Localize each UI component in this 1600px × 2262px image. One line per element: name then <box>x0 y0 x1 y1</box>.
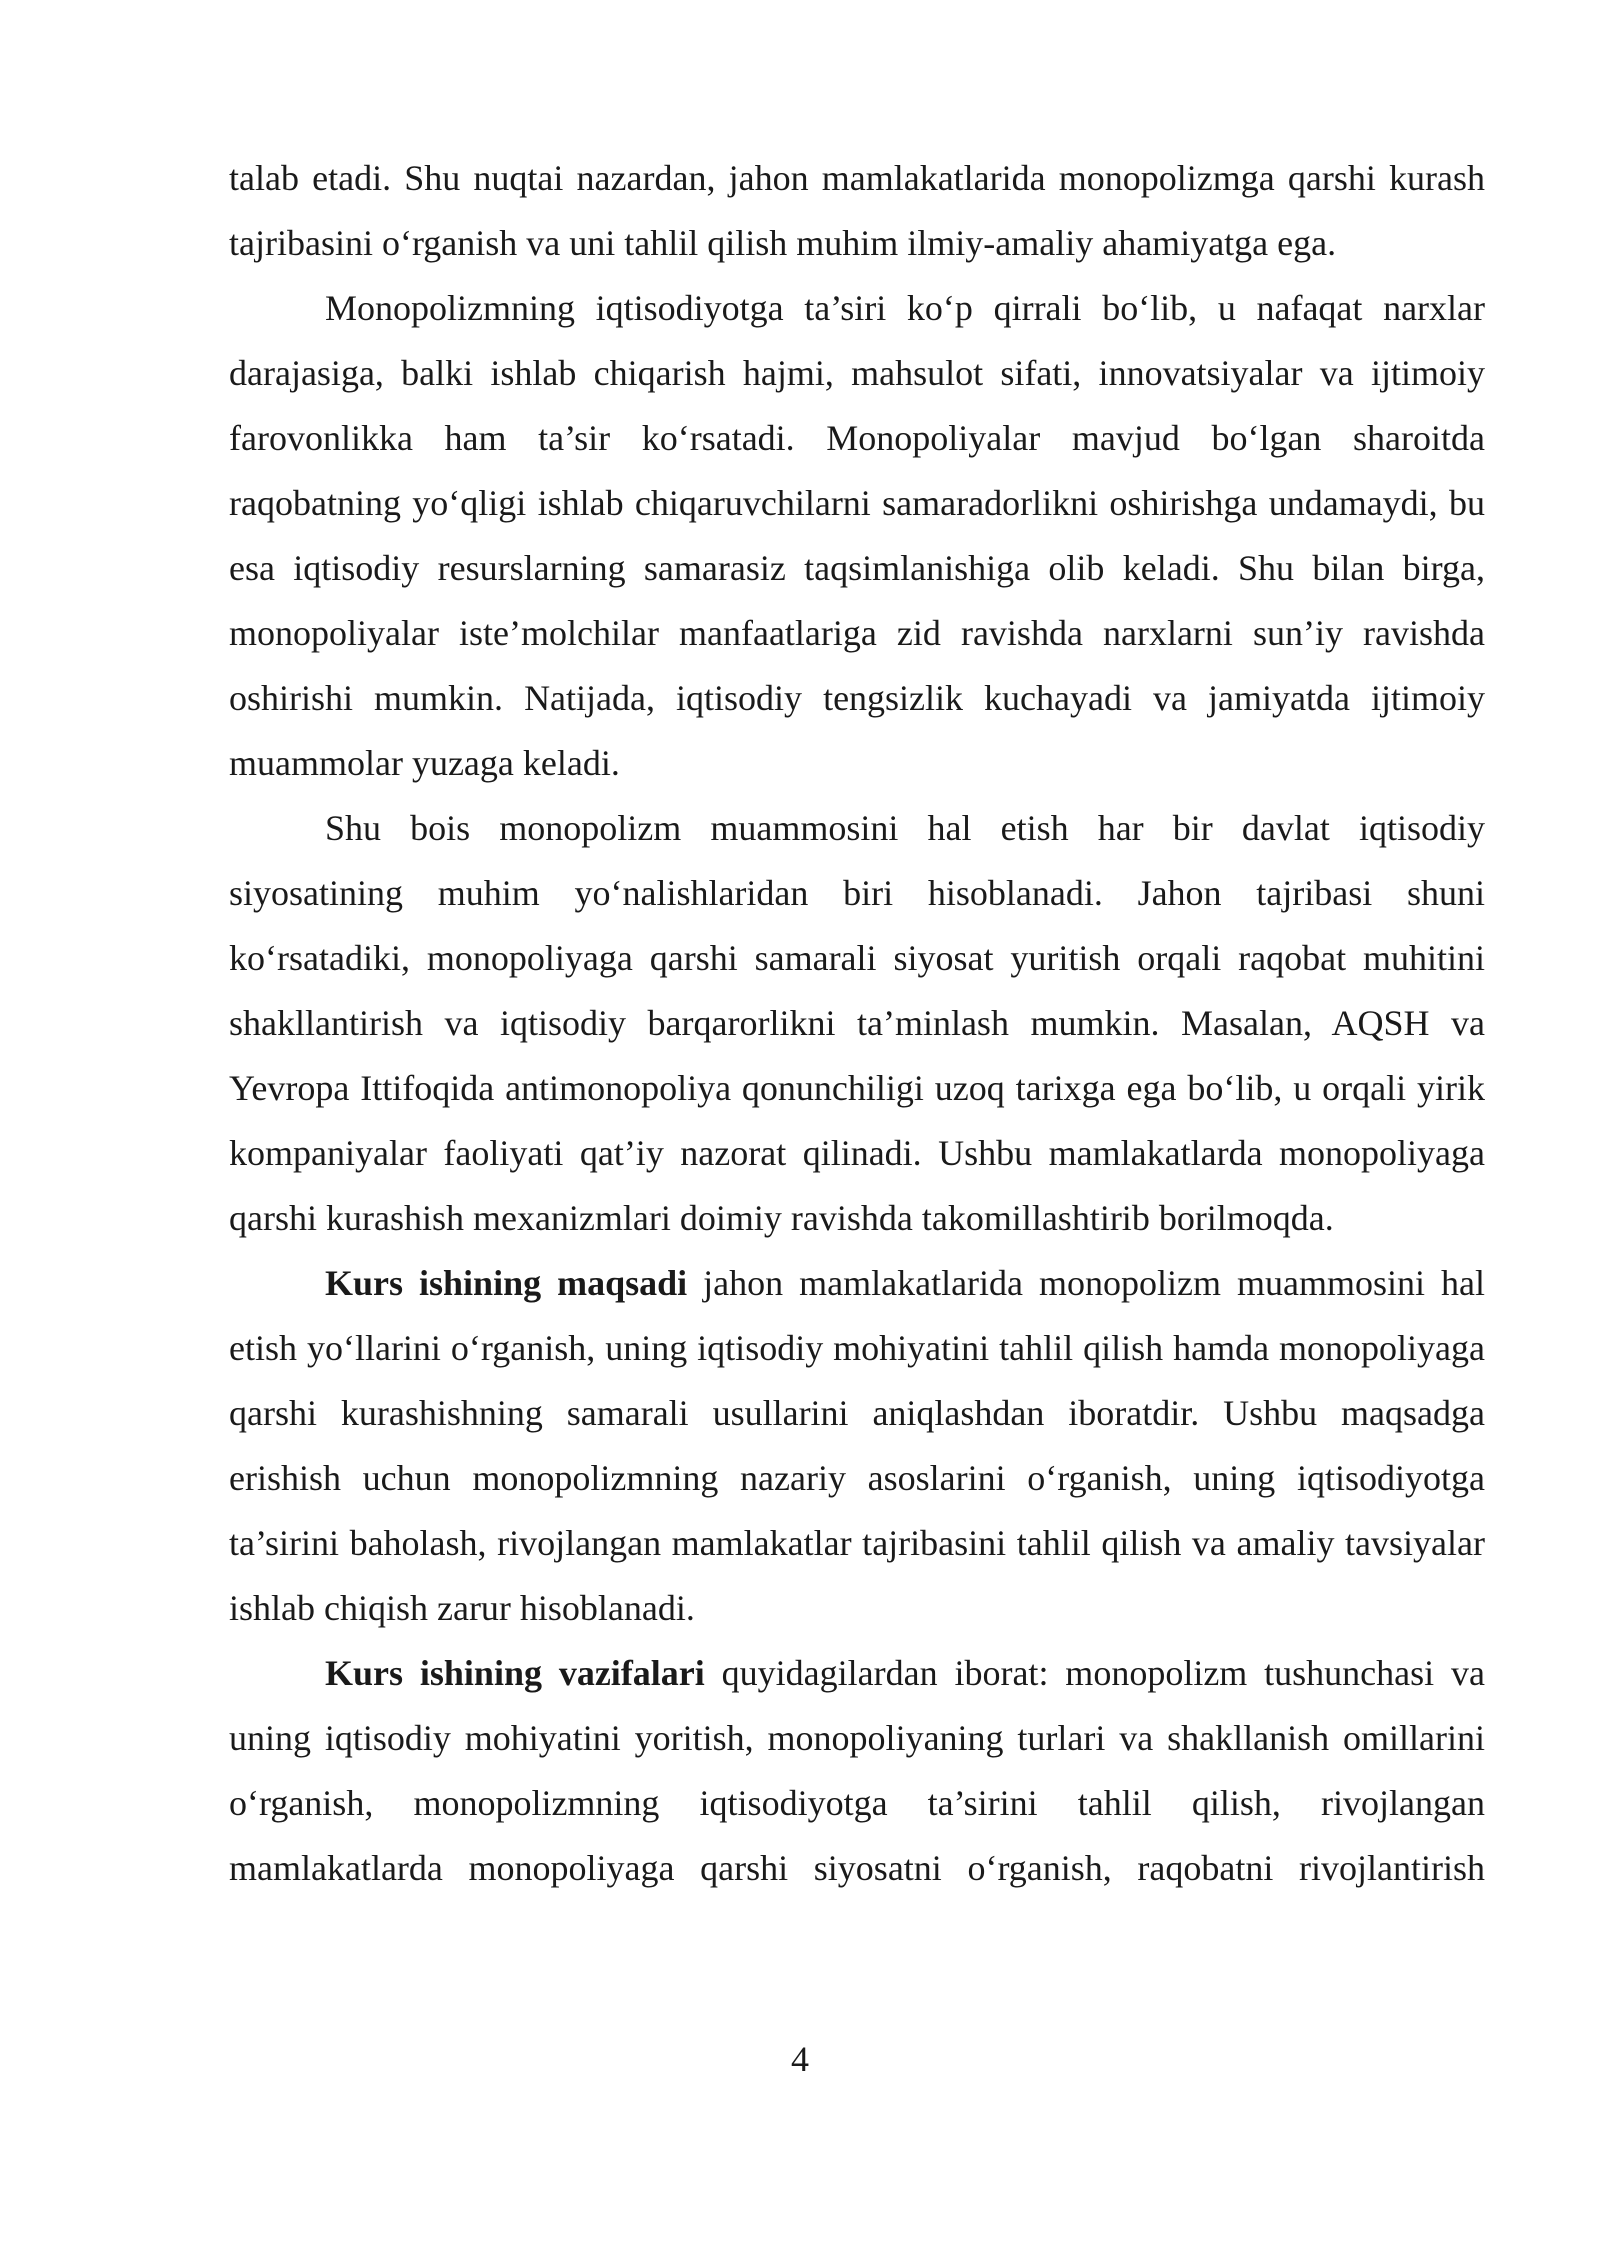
body-text <box>229 146 1485 1901</box>
paragraph-text: Shu bois monopolizm muammosini hal etish har bir davlat iqtisodiy siyosatining muhim yo‘nalishlaridan biri hisoblanadi. Jahon tajribasi shuni ko‘rsatadiki, monopoliyaga qarshi samarali siyosat yuritish orqali raqobat muhitini shakllantirish va iqtisodiy barqarorlikni ta’minlash mumkin. Masalan, AQSH va Yevropa Ittifoqida antimonopoliya qonunchiligi uzoq tarixga ega bo‘lib, u orqali yirik kompaniyalar faoliyati qat’iy nazorat qilinadi. Ushbu mamlakatlarda monopoliyaga qarshi kurashish mexanizmlari doimiy ravishda takomillashtirib borilmoqda. <box>229 808 1485 1238</box>
paragraph-policy <box>229 796 1485 1251</box>
page-number: 4 <box>791 2039 809 2079</box>
paragraph-tasks <box>229 1641 1485 1901</box>
paragraph-text: jahon mamlakatlarida monopolizm muammosini hal etish yo‘llarini o‘rganish, uning iqtisodiy mohiyatini tahlil qilish hamda monopoliyaga qarshi kurashishning samarali usullarini aniqlashdan iboratdir. Ushbu maqsadga erishish uchun monopolizmning nazariy asoslarini o‘rganish, uning iqtisodiyotga ta’sirini baholash, rivojlangan mamlakatlar tajribasini tahlil qilish va amaliy tavsiyalar ishlab chiqish zarur hisoblanadi. <box>229 1263 1485 1628</box>
tasks-heading: Kurs ishining vazifalari <box>325 1653 705 1693</box>
paragraph-continuation <box>229 146 1485 276</box>
paragraph-goal <box>229 1251 1485 1641</box>
paragraph-text: Monopolizmning iqtisodiyotga ta’siri ko‘p qirrali bo‘lib, u nafaqat narxlar darajasiga, balki ishlab chiqarish hajmi, mahsulot sifati, innovatsiyalar va ijtimoiy farovonlikka ham ta’sir ko‘rsatadi. Monopoliyalar mavjud bo‘lgan sharoitda raqobatning yo‘qligi ishlab chiqaruvchilarni samaradorlikni oshirishga undamaydi, bu esa iqtisodiy resurslarning samarasiz taqsimlanishiga olib keladi. Shu bilan birga, monopoliyalar iste’molchilar manfaatlariga zid ravishda narxlarni sun’iy ravishda oshirishi mumkin. Natijada, iqtisodiy tengsizlik kuchayadi va jamiyatda ijtimoiy muammolar yuzaga keladi. <box>229 288 1485 783</box>
goal-heading: Kurs ishining maqsadi <box>325 1263 688 1303</box>
paragraph-text: talab etadi. Shu nuqtai nazardan, jahon mamlakatlarida monopolizmga qarshi kurash tajribasini o‘rganish va uni tahlil qilish muhim ilmiy-amaliy ahamiyatga ega. <box>229 158 1485 263</box>
paragraph-text: quyidagilardan iborat: monopolizm tushunchasi va uning iqtisodiy mohiyatini yoritish, monopoliyaning turlari va shakllanish omillarini o‘rganish, monopolizmning iqtisodiyotga ta’sirini tahlil qilish, rivojlangan mamlakatlarda monopoliyaga qarshi siyosatni o‘rganish, raqobatni rivojlantirish <box>229 1653 1485 1888</box>
paragraph-monopolism-impact <box>229 276 1485 796</box>
